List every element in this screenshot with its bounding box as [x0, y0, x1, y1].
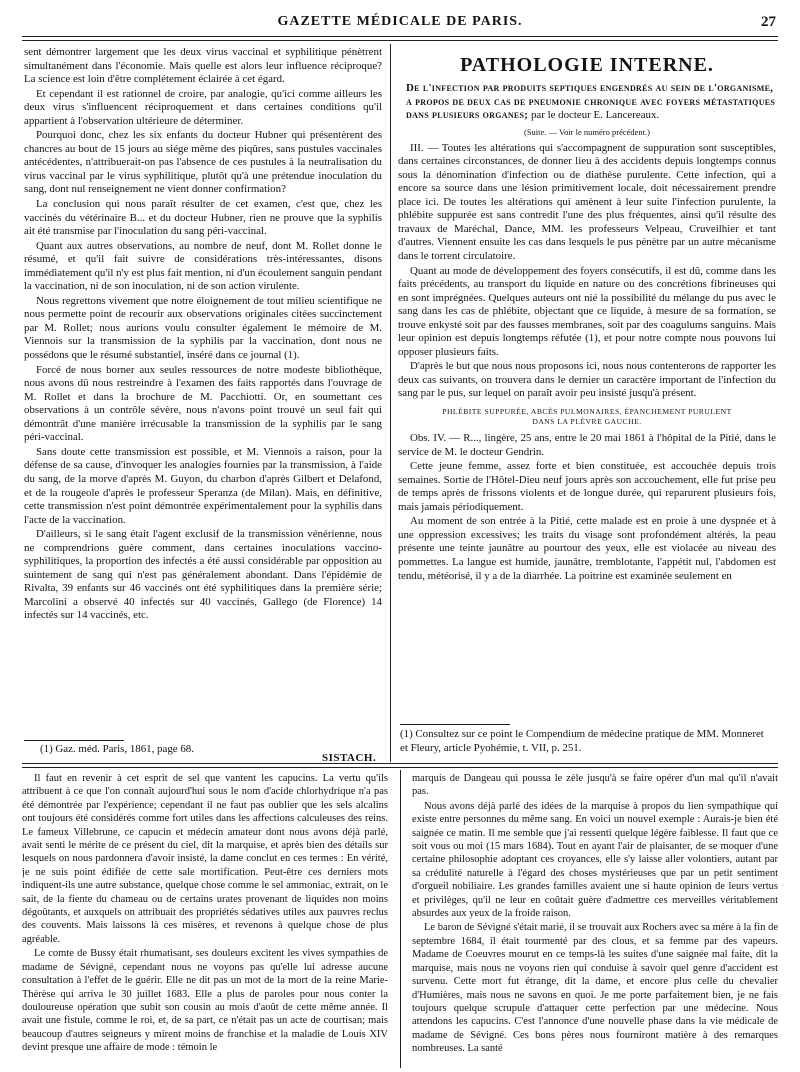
continued-note: (Suite. — Voir le numéro précédent.) — [524, 126, 650, 137]
paragraph: Quant aux autres observations, au nombre de neuf, dont M. Rollet donne le résumé, et qu'il fait suivre de considérations très-intéressantes, disons immédiatement qu'il n'y est plus fait mention, ni d'un écoulement sanguin pendant la vaccination, ni de son inoculation, ni de son action virulente. — [24, 239, 382, 293]
paragraph: La conclusion qui nous paraît résulter de cet examen, c'est que, chez les vaccinés du vétérinaire B... et du docteur Hubner, rien ne prouve que la syphilis ait été transmise par l'inoculation du sang péri-vaccinal. — [24, 198, 382, 238]
paragraph: Obs. IV. — R..., lingère, 25 ans, entre le 20 mai 1861 à l'hôpital de la Pitié, dans le service de M. le docteur Gendrin. — [398, 432, 776, 458]
bottom-left-column — [22, 772, 388, 1068]
footnote-left: (1) Gaz. méd. Paris, 1861, page 68. — [40, 743, 194, 755]
paragraph: Nous regrettons vivement que notre éloignement de tout milieu scientifique ne nous permette point de recourir aux observations originales citées succinctement par M. Rollet; nous aurions voulu consulter également le mémoire de M. Viennois sur la transmission de la syphilis par la vaccination, dont nous ne possédons que le résumé substantiel, inséré dans ce journal (1). — [24, 294, 382, 362]
bottom-right-column — [412, 772, 778, 1068]
journal-title: GAZETTE MÉDICALE DE PARIS. — [277, 14, 523, 29]
top-left-column — [24, 46, 382, 734]
top-right-column — [398, 46, 776, 754]
page-number: 27 — [761, 14, 776, 30]
paragraph: Il faut en revenir à cet esprit de sel que vantent les capucins. La vertu qu'ils attribuent à ce que l'on connaît aujourd'hui sous le nom d'acide chlorhydrique n'a pas été démontrée par l'expérience; cependant il ne faut pas oublier que les sels alcalins ont toujours été considérés comme fort utiles dans les affections calculeuses des reins. Le fameux Villebrune, ce capucin et médecin amateur dont nous avons déjà parlé, avait senti le mérite de ce présent du ciel, dit la marquise, et après bien des détails sur lesquels on nous pardonnera d'avoir insisté, la dame conclut en ces termes : En vérité, je ne suis point édifiée de cette sale mortification. Peut-être ces derniers mots indiquent-ils une autre substance, quelque chose comme le sel ammoniac, extrait, on le sait, de la fiente du chameau ou de certains urates provenant de liquides non moins dégoûtants, et auxquels on attribuait des propriétés sédatives utiles aux pauvres reclus des couvents. Mais laissons là ces misères, et revenons à quelque chose de plus agréable. — [22, 773, 388, 945]
case-heading-line: DANS LA PLÈVRE GAUCHE. — [532, 417, 642, 427]
paragraph: D'après le but que nous nous proposons ici, nous nous contenterons de rapporter les deux cas suivants, on trouvera dans le dernier un caractère important de l'infection du sang par le pus, sur lequel on paraît avoir peu insisté jusqu'à présent. — [398, 360, 776, 400]
section-heading: PATHOLOGIE INTERNE. — [460, 54, 714, 76]
paragraph: Le baron de Sévigné s'était marié, il se trouvait aux Rochers avec sa mère à la fin de septembre 1684, il était tourmenté par des clous, et sa femme par des vapeurs. Madame de Coeuvres mourut en ce temps-là les suites d'une saignée mal faite, dit la marquise, mais nous ne voyons rien qui conduise à savoir quel genre d'accident est survenu. Cette mort fut étrange, dit la dame, et encore plus celle du chevalier d'Humières, mais nous ne savons en quoi. Je me porte parfaitement bien, je ne fais toujours quelque scrupule d'attaquer cette perfection par une médecine. Nous attendons les capucins. C'est l'annonce d'une nouvelle phase dans la vie médicale de madame de Sévigné. Ces bons pères nous fourniront matière à des remarques nombreuses. La santé — [412, 922, 778, 1055]
article-title — [406, 82, 776, 123]
footnote-rule-left — [24, 740, 124, 741]
case-heading — [398, 407, 776, 427]
paragraph: Et cependant il est rationnel de croire, par analogie, qu'ici comme ailleurs les deux virus s'influencent réciproquement et dans certaines conditions qu'il appartient à l'observation ultérieure de déterminer. — [24, 87, 382, 127]
footnote-right: (1) Consultez sur ce point le Compendium de médecine pratique de MM. Monneret et Fleury, article Pyohémie, t. VII, p. 251. — [400, 728, 764, 754]
feuilleton-rule-bottom — [22, 767, 778, 768]
case-heading-line: PHLÉBITE SUPPURÉE, ABCÈS PULMONAIRES, ÉPANCHEMENT PURULENT — [442, 407, 732, 417]
author-signature: SISTACH. — [322, 752, 377, 764]
paragraph: Quant au mode de développement des foyers consécutifs, il est dû, comme dans les faits précédents, au transport du liquide en nature ou des concrétions fibrineuses qui en sont imprégnées. Quelques auteurs ont nié la possibilité du mélange du pus avec le sang dans les cas de phlébite, objectant que ce liquide, à mesure de sa formation, se trouve enkysté soit par des fausses membranes, soit par des coagulums sanguins. Mais leur opinion est depuis longtemps réfutée (1), et pour notre compte nous pouvons lui opposer plusieurs faits. — [398, 264, 776, 358]
paragraph: Cette jeune femme, assez forte et bien constituée, est accouchée depuis trois semaines. Sortie de l'Hôtel-Dieu neuf jours après son accouchement, elle fut prise peu de temps après de frissons violents et de longue durée, qui reparurent plusieurs fois, mais jamais périodiquement. — [398, 460, 776, 513]
footnote-rule-right — [400, 724, 510, 725]
header-rule-top — [22, 36, 778, 37]
paragraph: Nous avons déjà parlé des idées de la marquise à propos du lien sympathique qui existe entre personnes du même sang. En voici un nouvel exemple : Aurais-je bien été saignée ce matin. Il me semble que j'ai ressenti quelque légère faiblesse. Il faut que ce soit vous ou moi (15 mars 1684). Tout en ayant l'air de plaisanter, de se moquer d'une certaine philosophie adoptant ces croyances, elle s'y laisse aller volontiers, autant par sa crédulité naturelle à l'égard des choses mystérieuses que par un petit sentiment d'orgueil nobiliaire. Les grandes familles avaient une si haute opinion de leurs vertus et privilèges, qu'il ne leur en coûtait guère d'admettre ces merveilles véritablement absurdes aux yeux de la froide raison. — [412, 800, 778, 920]
paragraph: Le comte de Bussy était rhumatisant, ses douleurs excitent les vives sympathies de madame de Sévigné, cependant nous ne voyons pas qu'elle lui adresse aucune consultation à l'effet de le guérir. Elle ne dit pas un mot de la mort de la reine Marie-Thérèse qui arriva le 30 juillet 1683. Elle a plus de paroles pour nous conter la douloureuse opération que subit son cousin au mois d'août de cette même année. Il avait une fistule, comme le roi, et, de sa part, ce n'était pas un acte de courtisan; mais beaucoup d'autres seigneurs y mirent moins de franchise et la maladie de Louis XIV devint presque une affaire de mode : témoin le — [22, 948, 388, 1054]
paragraph: Au moment de son entrée à la Pitié, cette malade est en proie à une dyspnée et à une oppression excessives; les traits du visage sont profondément altérés, la peau présente une teinte jaunâtre au pourtour des yeux, elle est violacée au niveau des pommettes. La langue est humide, jaunâtre, tremblotante, l'appétit nul, l'abdomen est tendu, météorisé, il y a de la diarrhée. La poitrine est examinée seulement en — [398, 515, 776, 582]
paragraph: marquis de Dangeau qui poussa le zèle jusqu'à se faire opérer d'un mal qu'il n'avait pas. — [412, 773, 778, 798]
feuilleton-rule-top — [22, 763, 778, 764]
paragraph: D'ailleurs, si le sang était l'agent exclusif de la transmission vénérienne, nous ne comprendrions guère comment, dans certaines inoculations vaccino-syphilitiques, la proportion des infectés a été aussi considérable par opposition au suintement de sang qui n'est pas généralement abondant. Dans l'épidémie de Rivalta, 39 enfants sur 46 vaccinés ont été syphilitiques dans la première série; Marcolini a observé 40 infectés sur 40 vaccinés, Gallego (de Florence) 14 infectés sur 14 vaccinés, etc. — [24, 528, 382, 622]
paragraph: Forcé de nous borner aux seules ressources de notre modeste bibliothèque, nous avons dû nous restreindre à l'examen des faits rapportés dans l'ouvrage de M. Rollet et dans la brochure de M. Pacchiotti. Or, en soumettant ces observations à un contrôle sévère, nous n'avons point trouvé un seul fait qui démontrât d'une manière irrécusable la transmission de la syphilis par le sang péri-vaccinal. — [24, 363, 382, 444]
column-divider-bottom — [400, 770, 401, 1068]
paragraph: Sans doute cette transmission est possible, et M. Viennois a raison, pour la défense de sa cause, d'invoquer les analogies fournies par la transmission, à l'aide du sang, de la morve d'après M. Guyon, du charbon d'après Gilbert et Delafond, et de la rougeole d'après le professeur Speranza (de Milan). Mais, en définitive, cette transmission n'est point démontrée expérimentalement pour la syphilis dans l'acte de la vaccination. — [24, 445, 382, 526]
paragraph: sent démontrer largement que les deux virus vaccinal et syphilitique pénètrent simultanément dans l'économie. Mais quelle est alors leur influence réciproque? La science est loin d'être complétement éclairée à cet égard. — [24, 46, 382, 86]
article-title-caps: De l'infection par produits septiques engendrés au sein de l'organisme, a propos de deux cas de pneumonie chronique avec foyers métastatiques dans plusieurs organes; — [406, 82, 776, 122]
header-rule-bottom — [22, 40, 778, 41]
paragraph: III. — Toutes les altérations qui s'accompagnent de suppuration sont susceptibles, dans certaines circonstances, de donner lieu à des accidents depuis longtemps connus sous la dénomination d'infection ou de diathèse purulente. Cette infection, qui a encore sa source dans une lésion primitivement locale, doit nécessairement prendre place ici. De toutes les altérations qui amènent à leur suite l'infection purulente, la phlébite suppurée est sans contredit l'une des plus fréquentes, ainsi qu'il résulte des travaux de Maréchal, Dance, MM. les professeurs Velpeau, Cruveilhier et tant d'autres. Viennent ensuite les cas dans lesquels le pus pénètre par un autre mécanisme dans le torrent circulatoire. — [398, 141, 776, 263]
article-author: par le docteur E. Lancereaux. — [530, 109, 660, 122]
paragraph: Pourquoi donc, chez les six enfants du docteur Hubner qui présentèrent des chancres au bout de 15 jours au siége même des piqûres, sans pustules vaccinales antécédentes, n'attribuerait-on pas l'absence de ces pustules à la neutralisation du virus vaccinal par le virus syphilitique, plutôt qu'à une prétendue inoculation du sang, dont nul renseignement ne vient donner confirmation? — [24, 129, 382, 196]
column-divider-top — [390, 44, 391, 762]
